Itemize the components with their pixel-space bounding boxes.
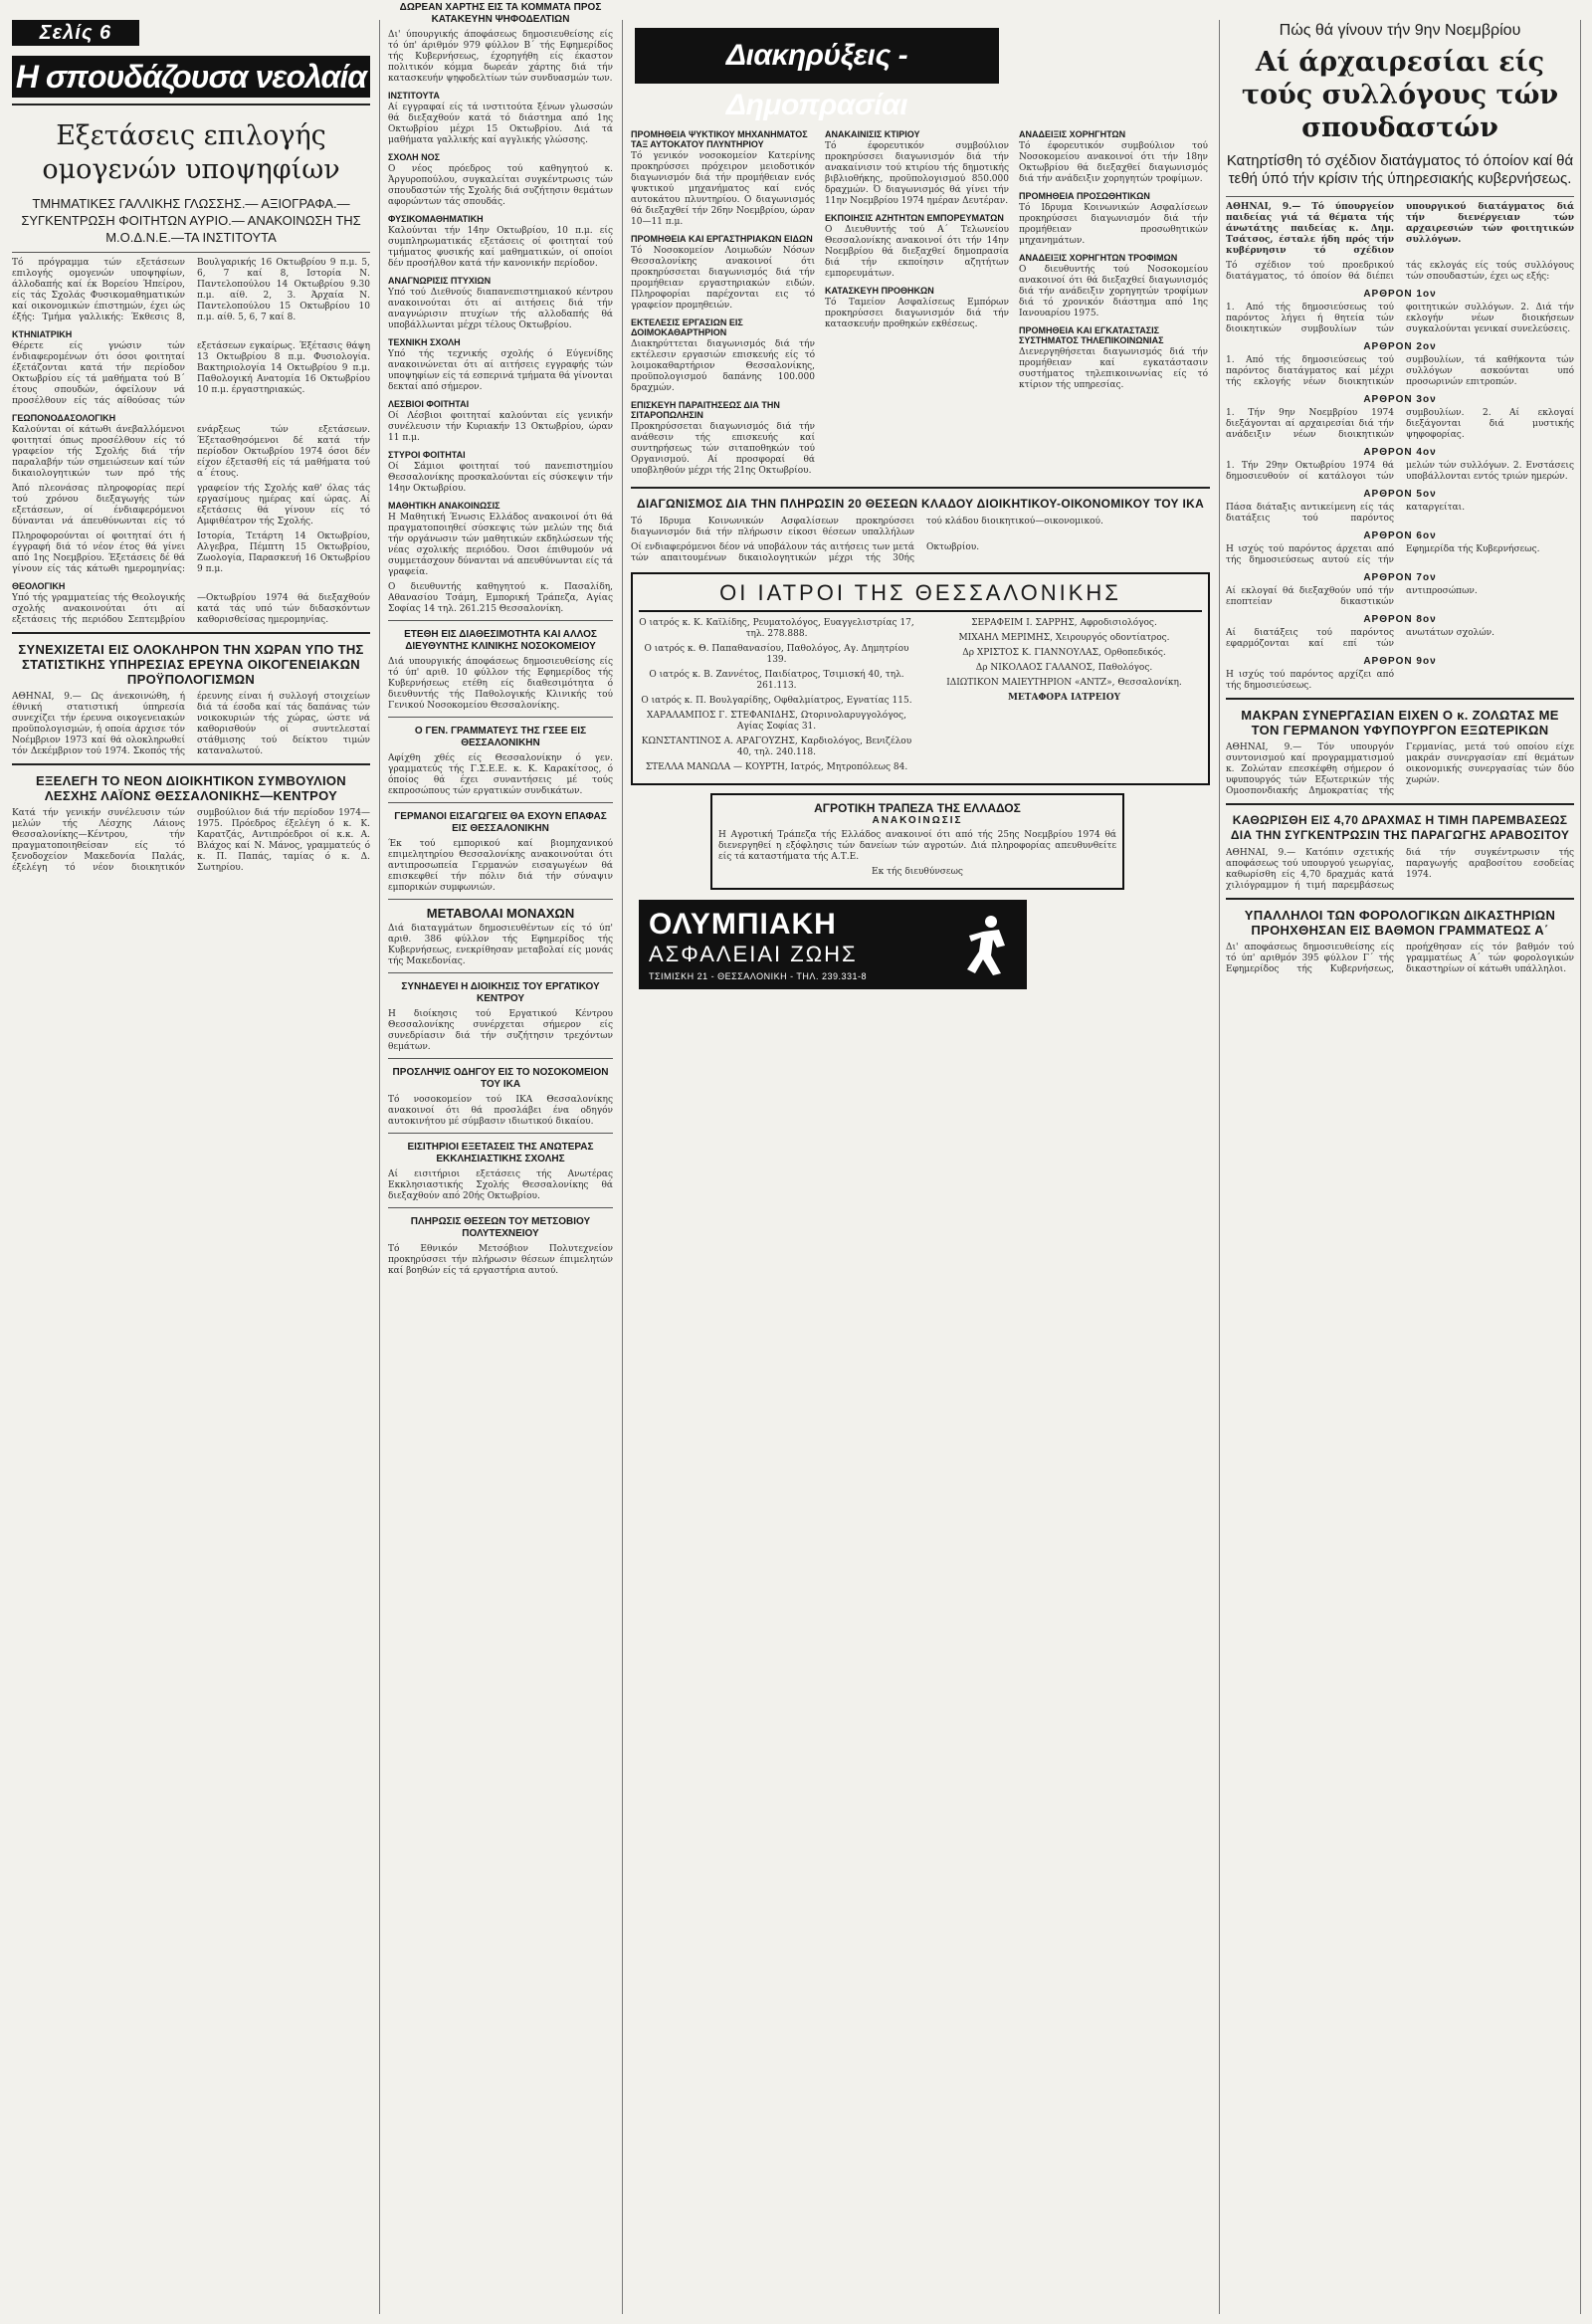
- article-body: Πληροφορούνται οί φοιτηταί ότι ή έγγραφή διά τό νέον έτος θά γίνει από 1ης Νοεμβρίου. Έξετάσεις δέ θά γίνουν είς τάς κάτωθι ημερομηνίας: Ιστορία, Τετάρτη 14 Οκτωβρίου, Αλγεβρα, Πέμπτη 15 Οκτωβρίου, Ζωολογία, Παρασκευή 16 Οκτωβρίου 9 π.μ.: [12, 531, 370, 574]
- notice-heading: ΑΝΑΔΕΙΞΙΣ ΧΟΡΗΓΗΤΩΝ ΤΡΟΦΙΜΩΝ: [1019, 253, 1178, 263]
- article-section: ΑΡΘΡΟΝ 3ον: [1363, 394, 1437, 405]
- section-label: ΣΧΟΛΗ ΝΟΣ: [388, 152, 441, 162]
- section-banner: Η σπουδάζουσα νεολαία: [12, 56, 370, 98]
- column-auctions: [631, 0, 1210, 2324]
- ad-subtitle: ΑΣΦΑΛΕΙΑΙ ΖΩΗΣ: [649, 942, 858, 966]
- ad-address: ΤΣΙΜΙΣΚΗ 21 - ΘΕΣΣΑΛΟΝΙΚΗ - ΤΗΛ. 239.331-8: [649, 971, 867, 981]
- article-body: Αί εισιτήριοι εξετάσεις τής Ανωτέρας Εκκλησιαστικής Σχολής Θεσσαλονίκης θά διεξαχθούν από 20ής Οκτωβρίου.: [388, 1169, 613, 1201]
- article-body: Έκ τού εμπορικού καί βιομηχανικού επιμελητηρίου Θεσσαλονίκης ανακοινούται ότι αντιπροσωπεία Γερμανών εισαγωγέων θά επισκεφθεί τήν πόλιν διά τήν σύναψιν εμπορικών συμφωνιών.: [388, 839, 613, 893]
- article-section: ΑΡΘΡΟΝ 7ον: [1363, 572, 1437, 583]
- insurance-ad: [639, 900, 1027, 989]
- article-body: Τό νοσοκομείον τού ΙΚΑ Θεσσαλονίκης ανακοινοί ότι θά προσλάβει ένα οδηγόν αυτοκινήτου μέ σύμβασιν ιδιωτικού δικαίου.: [388, 1095, 613, 1127]
- section-label: ΚΤΗΝΙΑΤΡΙΚΗ: [12, 329, 73, 339]
- article-body: Οί Λέσβιοι φοιτηταί καλούνται είς γενικήν συνέλευσιν τήν Κυριακήν 13 Οκτωβρίου, ώραν 11 π.μ.: [388, 411, 613, 443]
- doctor-listing: ΜΙΧΑΗΛ ΜΕΡΙΜΗΣ, Χειρουργός οδοντίατρος.: [958, 633, 1170, 643]
- column-rule: [1580, 20, 1581, 2314]
- page-logo: Σελίς 6: [12, 20, 139, 46]
- article-body: Οί ενδιαφερόμενοι δέον νά υποβάλουν τάς αιτήσεις των μετά τών απαιτουμένων δικαιολογητικών μέχρι τής 30ής Οκτωβρίου.: [631, 542, 980, 563]
- article-body: Ο διευθυντής καθηγητού κ. Πασαλίδη, Αθανασίου Τσάμη, Εμπορική Τράπεζα, Αγίας Σοφίας 14 τηλ. 261.215 Θεσσαλονίκη.: [388, 582, 613, 614]
- divider: [12, 763, 370, 765]
- article-headline: ΚΑΘΩΡΙΣΘΗ ΕΙΣ 4,70 ΔΡΑΧΜΑΣ Η ΤΙΜΗ ΠΑΡΕΜΒΑΣΕΩΣ ΔΙΑ ΤΗΝ ΣΥΓΚΕΝΤΡΩΣΙΝ ΤΗΣ ΠΑΡΑΓΩΓΗΣ ΑΡΑΒΟΣΙΤΟΥ: [1230, 813, 1570, 842]
- divider: [12, 632, 370, 634]
- doctor-listing: ΣΤΕΛΛΑ ΜΑΝΩΛΑ — ΚΟΥΡΤΗ, Ιατρός, Μητροπόλεως 84.: [645, 762, 908, 772]
- notice-heading: ΠΡΟΜΗΘΕΙΑ ΚΑΙ ΕΓΚΑΤΑΣΤΑΣΙΣ ΣΥΣΤΗΜΑΤΟΣ ΤΗΛΕΠΙΚΟΙΝΩΝΙΑΣ: [1019, 325, 1164, 345]
- doctors-list-left: [639, 618, 914, 777]
- notice-body: Ο διευθυντής τού Νοσοκομείου ανακοινοί ότι θά διεξαχθεί διαγωνισμός διά τήν ανάδειξιν χορηγητών τροφίμων διά τό χρονικόν διάστημα από 1ης Ιανουαρίου 1975.: [1019, 265, 1208, 318]
- auction-col-c: [1019, 123, 1208, 481]
- article-section: ΑΡΘΡΟΝ 8ον: [1363, 614, 1437, 625]
- ad-title: ΟΛΥΜΠΙΑΚΗ: [649, 908, 837, 941]
- section-label: ΤΕΧΝΙΚΗ ΣΧΟΛΗ: [388, 337, 461, 347]
- divider: [12, 104, 370, 106]
- section-label: ΑΝΑΓΝΩΡΙΣΙΣ ΠΤΥΧΙΩΝ: [388, 276, 492, 286]
- article-body: 1. Τήν 9ην Νοεμβρίου 1974 διεξάγονται αί αρχαιρεσίαι διά τήν ανάδειξιν νέων διοικητικών συμβουλίων. 2. Αί εκλογαί διεξάγονται διά μυστικής ψηφοφορίας.: [1226, 408, 1574, 440]
- article-headline: ΥΠΑΛΛΗΛΟΙ ΤΩΝ ΦΟΡΟΛΟΓΙΚΩΝ ΔΙΚΑΣΤΗΡΙΩΝ ΠΡΟΗΧΘΗΣΑΝ ΕΙΣ ΒΑΘΜΟΝ ΓΡΑΜΜΑΤΕΩΣ Α΄: [1244, 908, 1556, 938]
- divider: [1226, 698, 1574, 700]
- article-headline: ΣΥΝΗΔΕΥΕΙ Η ΔΙΟΙΚΗΣΙΣ ΤΟΥ ΕΡΓΑΤΙΚΟΥ ΚΕΝΤΡΟΥ: [401, 981, 600, 1004]
- notice-heading: ΑΝΑΚΑΙΝΙΣΙΣ ΚΤΙΡΙΟΥ: [825, 129, 920, 139]
- article-headline: ΠΛΗΡΩΣΙΣ ΘΕΣΕΩΝ ΤΟΥ ΜΕΤΣΟΒΙΟΥ ΠΟΛΥΤΕΧΝΕΙΟΥ: [410, 1216, 591, 1239]
- auctions-banner: Διακηρύξεις - Δημοπρασίαι: [635, 28, 999, 84]
- doctor-listing: ΙΔΙΩΤΙΚΟΝ ΜΑΙΕΥΤΗΡΙΟΝ «ΑΝΤΖ», Θεσσαλονίκη.: [946, 678, 1182, 688]
- notice-body: Ο Διευθυντής τού Α΄ Τελωνείου Θεσσαλονίκης ανακοινοί ότι τήν 14ην Νοεμβρίου θά διεξαχθεί δημοπρασία διά τήν εκποίησιν αζητήτων εμπορευμάτων.: [825, 225, 1009, 279]
- notice-body: Προκηρύσσεται διαγωνισμός διά τήν ανάθεσιν τής επισκευής καί συντηρήσεως τών σιταποθηκών τού Οργανισμού. Αί προσφοραί θά υποβληθούν μέχρι τής 21ης Οκτωβρίου.: [631, 422, 815, 476]
- notice-body: Τό Ιδρυμα Κοινωνικών Ασφαλίσεων προκηρύσσει διαγωνισμόν διά τήν προμήθειαν προσωθητικών μηχανημάτων.: [1019, 203, 1208, 246]
- article-body: Αφίχθη χθές είς Θεσσαλονίκην ό γεν. γραμματεύς τής Γ.Σ.Ε.Ε. κ. Κ. Καρακίτσος, ό όποίος θά έχει συναντήσεις μέ τούς εκπροσώπους τών εργατικών συνδικάτων.: [388, 753, 613, 796]
- article-subhead: ΤΜΗΜΑΤΙΚΕΣ ΓΑΛΛΙΚΗΣ ΓΛΩΣΣΗΣ.— ΑΞΙΟΓΡΑΦΑ.— ΣΥΓΚΕΝΤΡΩΣΗ ΦΟΙΤΗΤΩΝ ΑΥΡΙΟ.— ΑΝΑΚΟΙΝΩΣΗ ΤΗΣ Μ.Ο.Δ.Ν.Ε.—ΤΑ ΙΝΣΤΙΤΟΥΤΑ: [21, 196, 361, 245]
- divider: [1226, 898, 1574, 900]
- article-headline: ΕΞΕΛΕΓΗ ΤΟ ΝΕΟΝ ΔΙΟΙΚΗΤΙΚΟΝ ΣΥΜΒΟΥΛΙΟΝ ΛΕΣΧΗΣ ΛΑΪΟΝΣ ΘΕΣΣΑΛΟΝΙΚΗΣ—ΚΕΝΤΡΟΥ: [35, 773, 346, 803]
- article-kicker: Πώς θά γίνουν τήν 9ην Νοεμβρίου: [1279, 22, 1521, 39]
- article-section: ΑΡΘΡΟΝ 4ον: [1363, 447, 1437, 458]
- article-section: ΑΡΘΡΟΝ 9ον: [1363, 656, 1437, 667]
- article-headline: ΕΤΕΘΗ ΕΙΣ ΔΙΑΘΕΣΙΜΟΤΗΤΑ ΚΑΙ ΑΛΛΟΣ ΔΙΕΥΘΥΝΤΗΣ ΚΛΙΝΙΚΗΣ ΝΟΣΟΚΟΜΕΙΟΥ: [404, 629, 597, 652]
- auction-col-b: [825, 123, 1009, 481]
- article-body: Τό πρόγραμμα τών εξετάσεων επιλογής ομογενών υποψηφίων, άλλοδαπής καί έκ Βορείου Ήπείρου, είς τάς Σχολάς Φυσικομαθηματικών καί οικονομικών έπιστημών, έχει ώς έξής: Τμήμα γαλλικής: Έκθεσις 8, Βουλγαρικής 16 Οκτωβρίου 9 π.μ. 5, 6, 7 καί 8, Ιστορία Ν. Παντελοπούλου 14 Οκτωβρίου 9.30 π.μ. αίθ. 2, 3. Άρχαία Ν. Παντελοπούλου 15 Οκτωβρίου 10 π.μ. αίθ. 5, 6, 7 καί 8.: [12, 258, 370, 322]
- article-body: Υπό τής τεχνικής σχολής ό Εύγενίδης ανακοινώνεται ότι αί αιτήσεις εγγραφής τών υποψηφίων είς τά εσπερινά τμήματα θά γίνονται δεκταί από σήμερον.: [388, 349, 613, 392]
- article-body: 1. Τήν 29ην Οκτωβρίου 1974 θά δημοσιευθούν οί κατάλογοι τών μελών τών συλλόγων. 2. Ενστάσεις υποβάλλονται εντός τριών ημερών.: [1226, 461, 1574, 482]
- article-headline: Αί άρχαιρεσίαι είς τούς συλλόγους τών σπουδαστών: [1241, 47, 1559, 143]
- notice-body: Τό Ταμείον Ασφαλίσεως Εμπόρων προκηρύσσει διαγωνισμόν διά τήν κατασκευήν προθηκών εκθέσεως.: [825, 298, 1009, 329]
- article-body: Τό Ιδρυμα Κοινωνικών Ασφαλίσεων προκηρύσσει διαγωνισμόν διά τήν πλήρωσιν είκοσι θέσεων υπαλλήλων τού κλάδου διοικητικού—οικονομικού.: [631, 517, 1103, 537]
- divider: [388, 717, 613, 718]
- divider: [388, 1058, 613, 1059]
- article-body: Υπό τής γραμματείας τής Θεολογικής σχολής ανακοινούται ότι αί εξετάσεις τής περιόδου Σεπτεμβρίου—Οκτωβρίου 1974 θά διεξαχθούν κατά τάς υπό τών διδασκόντων καθορισθείσας ημερομηνίας.: [12, 593, 370, 625]
- divider: [1226, 196, 1574, 197]
- article-body: 1. Από τής δημοσιεύσεως τού παρόντος διατάγματος καί μέχρι τής εκλογής νέων διοικητικών συμβουλίων, τά καθήκοντα τών συλλόγων ασκούνται υπό προσωρινών επιτροπών.: [1226, 355, 1574, 387]
- column-elections: [1226, 0, 1574, 2324]
- column-student-youth: [12, 0, 370, 2324]
- article-body: Τό σχέδιον τού προεδρικού διατάγματος, τό όποίον θά διέπει τάς εκλογάς είς τούς συλλόγους τών σπουδαστών, έχει ως εξής:: [1226, 261, 1574, 282]
- doctor-listing: ΣΕΡΑΦΕΙΜ Ι. ΣΑΡΡΗΣ, Αφροδισιολόγος.: [971, 618, 1157, 628]
- article-section: ΑΡΘΡΟΝ 5ον: [1363, 489, 1437, 500]
- article-section: ΑΡΘΡΟΝ 1ον: [1363, 289, 1437, 300]
- doctor-listing: Ο ιατρός κ. Β. Ζαννέτος, Παιδίατρος, Τσιμισκή 40, τηλ. 261.113.: [649, 670, 904, 691]
- article-body: Καλούνται τήν 14ην Οκτωβρίου, 10 π.μ. είς συμπληρωματικάς εξετάσεις οί φοιτηταί τού τμήματος φυσικής καί μαθηματικών, οί οποίοι δέν προσήλθον κατά τήν κανονικήν περίοδον.: [388, 226, 613, 269]
- notice-body: Διακηρύττεται διαγωνισμός διά τήν εκτέλεσιν εργασιών επισκευής είς τό λοιμοκαθαρτήριον Θεσσαλονίκης, προϋπολογισμού δαπάνης 100.000 δραχμών.: [631, 339, 815, 393]
- divider: [388, 1207, 613, 1208]
- section-label: ΛΕΣΒΙΟΙ ΦΟΙΤΗΤΑΙ: [388, 399, 470, 409]
- article-body: Αί διατάξεις τού παρόντος εφαρμόζονται καί επί τών ανωτάτων σχολών.: [1226, 628, 1494, 649]
- article-headline: ΔΙΑΓΩΝΙΣΜΟΣ ΔΙΑ ΤΗΝ ΠΛΗΡΩΣΙΝ 20 ΘΕΣΕΩΝ ΚΛΑΔΟΥ ΔΙΟΙΚΗΤΙΚΟΥ-ΟΙΚΟΝΟΜΙΚΟΥ ΤΟΥ ΙΚΑ: [636, 497, 1205, 511]
- notice-heading: ΕΚΠΟΙΗΣΙΣ ΑΖΗΤΗΤΩΝ ΕΜΠΟΡΕΥΜΑΤΩΝ: [825, 213, 1004, 223]
- section-label: ΓΕΩΠΟΝΟΔΑΣΟΛΟΓΙΚΗ: [12, 413, 116, 423]
- doctor-listing: ΚΩΝΣΤΑΝΤΙΝΟΣ Α. ΑΡΑΓΟΥΖΗΣ, Καρδιολόγος, Βενιζέλου 40, τηλ. 240.118.: [641, 737, 912, 757]
- article-body: Θέρετε είς γνώσιν τών ένδιαφερομένων ότι όσοι φοιτηταί έξετάζονται κατά τήν περίοδον Οκτωβρίου είς τά μαθήματα τού Β΄ έτους σπουδών, όφείλουν νά προσέλθουν είς τάς αίθούσας τών εξετάσεων εγκαίρως. Έξέτασις θάψη 13 Οκτωβρίου 8 π.μ. Φυσιολογία. Βακτηριολογία 14 Οκτωβρίου 9 π.μ. Παθολογική Ανατομία 16 Οκτωβρίου 10 π.μ. έργαστηριακώς.: [12, 341, 370, 406]
- auction-notices-grid: [631, 123, 1210, 481]
- article-body: Διά υπουργικής άποφάσεως δημοσιευθείσης είς τό ύπ' αριθ. 10 φύλλον τής Εφημερίδος τής Κυβερνήσεως ετέθη είς διαθεσιμότητα ό διευθυντής τής Παθολογικής Κλινικής τού Γενικού Νοσοκομείου Θεσσαλονίκης.: [388, 657, 613, 711]
- notice-body: Τό Νοσοκομείον Λοιμωδών Νόσων Θεσσαλονίκης ανακοινοί ότι προκηρύσσεται διαγωνισμός διά τήν προμήθειαν εργαστηριακών ειδών. Πληροφορίαι παρέχονται εις τό γραφείον προμηθειών.: [631, 246, 815, 311]
- bank-sign: Εκ τής διευθύνσεως: [872, 867, 963, 877]
- column-rule: [1219, 20, 1220, 2314]
- doctors-banner: ΟΙ ΙΑΤΡΟΙ ΤΗΣ ΘΕΣΣΑΛΟΝΙΚΗΣ: [639, 580, 1202, 612]
- doctor-listing: ΧΑΡΑΛΑΜΠΟΣ Γ. ΣΤΕΦΑΝΙΔΗΣ, Ωτορινολαρυγγολόγος, Αγίας Σοφίας 31.: [647, 711, 906, 732]
- divider: [388, 899, 613, 900]
- article-body: Η ισχύς τού παρόντος αρχίζει από τής δημοσιεύσεως.: [1226, 670, 1394, 691]
- article-body: Τό Εθνικόν Μετσόβιον Πολυτεχνείον προκηρύσσει τήν πλήρωσιν θέσεων έπιμελητών καί βοηθών είς τά εργαστήρια αυτού.: [388, 1244, 613, 1276]
- article-body: Δι' αποφάσεως δημοσιευθείσης είς τό ύπ' αριθμόν 395 φύλλον Γ΄ τής Εφημερίδος τής Κυβερνήσεως, προήχθησαν είς τόν βαθμόν τού γραμματέως Α΄ τών φορολογικών δικαστηρίων οί κάτωθι υπάλληλοι.: [1226, 943, 1574, 974]
- article-body: Καλούνται οί κάτωθι άνεβαλλόμενοι φοιτηταί όπως προσέλθουν είς τό γραφείον τής Σχολής διά τήν παραλαβήν τών σημειώσεων καί τών δικαιολογητικών των πρό τής ενάρξεως τών εξετάσεων. Έξετασθησόμενοι δέ κατά τήν περίοδον Οκτωβρίου 1974 όσοι δέν είχον έξετασθή είς τά μαθήματα τού α΄ έτους.: [12, 425, 370, 479]
- article-headline: ΜΑΚΡΑΝ ΣΥΝΕΡΓΑΣΙΑΝ ΕΙΧΕΝ Ο κ. ΖΟΛΩΤΑΣ ΜΕ ΤΟΝ ΓΕΡΜΑΝΟΝ ΥΦΥΠΟΥΡΓΟΝ ΕΞΩΤΕΡΙΚΩΝ: [1241, 708, 1559, 738]
- article-body: Η ισχύς τού παρόντος άρχεται από τής δημοσιεύσεως αυτού είς τήν Εφημερίδα τής Κυβερνήσεως.: [1226, 544, 1540, 565]
- doctor-listing: Ο ιατρός κ. Κ. Καϊλίδης, Ρευματολόγος, Ευαγγελιστρίας 17, τηλ. 278.888.: [639, 618, 914, 639]
- divider: [388, 802, 613, 803]
- notice-heading: ΠΡΟΜΗΘΕΙΑ ΨΥΚΤΙΚΟΥ ΜΗΧΑΝΗΜΑΤΟΣ ΤΑΞ ΑΥΤΟΚΑΤΟΥ ΠΛΥΝΤΗΡΙΟΥ: [631, 129, 808, 149]
- article-body: Δι' ύπουργικής άποφάσεως δημοσιευθείσης είς τό ύπ' άριθμόν 979 φύλλον Β΄ τής Εφημερίδος τής Κυβερνήσεως, έχορηγήθη είς έκαστον πολιτικόν κόμμα δωρεάν χάρτης διά τήν κατασκευήν ψηφοδελτίων τών συνδυασμών των.: [388, 30, 613, 84]
- article-body: ΑΘΗΝΑΙ, 9.— Τόν υπουργόν συντονισμού καί προγραμματισμού κ. Ζολώταν επεσκέφθη σήμερον ό υφυπουργός τών Εξωτερικών τής Ομοσπονδιακής Δημοκρατίας τής Γερμανίας, μετά τού οποίου είχε μακράν συνεργασίαν επί θεμάτων οικονομικής συνεργασίας τών δύο χωρών.: [1226, 742, 1574, 796]
- article-headline: Εξετάσεις επιλογής ομογενών υποψηφίων: [42, 120, 340, 185]
- divider: [388, 620, 613, 621]
- doctor-listing: Ο ιατρός κ. Θ. Παπαθανασίου, Παθολόγος, Αγ. Δημητρίου 139.: [644, 644, 909, 665]
- article-headline: ΣΥΝΕΧΙΖΕΤΑΙ ΕΙΣ ΟΛΟΚΛΗΡΟΝ ΤΗΝ ΧΩΡΑΝ ΥΠΟ ΤΗΣ ΣΤΑΤΙΣΤΙΚΗΣ ΥΠΗΡΕΣΙΑΣ ΕΡΕΥΝΑ ΟΙΚΟΓΕΝΕΙΑΚΩΝ ΠΡΟΫΠΟΛΟΓΙΣΜΩΝ: [18, 642, 364, 687]
- article-headline: ΠΡΟΣΛΗΨΙΣ ΟΔΗΓΟΥ ΕΙΣ ΤΟ ΝΟΣΟΚΟΜΕΙΟΝ ΤΟΥ ΙΚΑ: [392, 1067, 609, 1090]
- notice-heading: ΚΑΤΑΣΚΕΥΗ ΠΡΟΘΗΚΩΝ: [825, 286, 934, 296]
- section-label: ΙΝΣΤΙΤΟΥΤΑ: [388, 91, 440, 101]
- divider: [388, 1133, 613, 1134]
- doctors-box: [631, 572, 1210, 785]
- article-section: ΑΡΘΡΟΝ 6ον: [1363, 530, 1437, 541]
- column-news-briefs: [388, 0, 613, 2324]
- bank-body: Η Αγροτική Τράπεζα τής Ελλάδος ανακοινοί ότι από τής 25ης Νοεμβρίου 1974 θά διενεργηθεί η εξόφλησις τών δανείων τών αγροτών. Διά πληροφορίας απευθυνθείτε είς τά καταστήματα τής Α.Τ.Ε.: [718, 830, 1116, 862]
- article-body: ΑΘΗΝΑΙ, 9.— Ως άνεκοινώθη, ή έθνική στατιστική ύπηρεσία συνεχίζει τήν έρευνα οικογενειακών προϋπολογισμών, ή οποία άρχισε τόν Νοέμβριον 1973 καί θά ολοκληρωθεί τόν Δεκέμβριον τού 1974. Σκοπός τής έρευνης είναι ή συλλογή στοιχείων διά τά έσοδα καί τάς δαπάνας τών νοικοκυριών τής χώρας, ώστε νά καθορισθούν οί συντελεσταί στάθμισης τού δείκτου τιμών καταναλωτού.: [12, 692, 370, 756]
- article-body: Ο νέος πρόεδρος τού καθηγητού κ. Άργυροπούλου, συγκαλείται συγκέντρωσις τών σπουδαστών τής Σχολής διά συζήτησιν θεμάτων αφορώντων τάς σπουδάς.: [388, 164, 613, 207]
- notice-heading: ΑΝΑΔΕΙΞΙΣ ΧΟΡΗΓΗΤΩΝ: [1019, 129, 1126, 139]
- notice-heading: ΠΡΟΜΗΘΕΙΑ ΠΡΟΣΩΘΗΤΙΚΩΝ: [1019, 191, 1150, 201]
- notice-body: Τό έφορευτικόν συμβούλιον προκηρύσσει διαγωνισμόν διά τήν ανακαίνισιν τού κτιρίου τής δημοτικής βιβλιοθήκης, προϋπολογισμού 850.000 δραχμών. Ό διαγωνισμός θά γίνει τήν 11ην Νοεμβρίου 1974 ημέραν Δευτέραν.: [825, 141, 1009, 206]
- article-body: Η διοίκησις τού Εργατικού Κέντρου Θεσσαλονίκης συνέρχεται σήμερον είς συνεδρίασιν διά τήν συζήτησιν τρεχόντων θεμάτων.: [388, 1009, 613, 1052]
- divider: [12, 252, 370, 253]
- divider: [1226, 803, 1574, 805]
- article-body: Αί εκλογαί θά διεξαχθούν υπό τήν εποπτείαν δικαστικών αντιπροσώπων.: [1226, 586, 1478, 607]
- doctor-listing: Δρ ΧΡΙΣΤΟΣ Κ. ΓΙΑΝΝΟΥΛΑΣ, Ορθοπεδικός.: [962, 648, 1166, 658]
- auction-col-a: [631, 123, 815, 481]
- article-body: Άπό πλεονάσας πληροφορίας περί τού χρόνου διεξαγωγής τών εξετάσεων, οί ένδιαφερόμενοι δύνανται νά άπευθύνωνται είς τό γραφείον τής Σχολής καθ' όλας τάς εργασίμους ημέρας καί ώρας. Αί εξετάσεις θά γίνουν είς τό Αμφιθέατρον τής Σχολής.: [12, 484, 370, 527]
- article-body: Πάσα διάταξις αντικείμενη είς τάς διατάξεις τού παρόντος καταργείται.: [1226, 503, 1466, 524]
- article-headline: Ο ΓΕΝ. ΓΡΑΜΜΑΤΕΥΣ ΤΗΣ ΓΣΕΕ ΕΙΣ ΘΕΣΣΑΛΟΝΙΚΗΝ: [414, 726, 587, 748]
- notice-heading: ΕΠΙΣΚΕΥΗ ΠΑΡΑΙΤΗΣΕΩΣ ΔΙΑ ΤΗΝ ΣΙΤΑΡΟΠΩΛΗΣΙΝ: [631, 400, 780, 420]
- article-body: Κατά τήν γενικήν συνέλευσιν τών μελών τής Λέσχης Λάιονς Θεσσαλονίκης—Κέντρου, τήν πραγματοποιηθείσαν είς τό ξενοδοχείον Μακεδονία Παλάς, έξελέγη τό νέον διοικητικόν συμβούλιον διά τήν περίοδον 1974—1975. Πρόεδρος έξελέγη ό κ. Κ. Καρατζάς, Αντιπρόεδροι οί κ.κ. Α. Βλάχος καί Ν. Μάνος, γραμματεύς ό κ. Π. Παπάς, ταμίας ό κ. Δ. Σωτηρίου.: [12, 808, 370, 873]
- article-body: Αί εγγραφαί είς τά ινστιτούτα ξένων γλωσσών θά διεξαχθούν κατά τό διάστημα από 1ης Οκτωβρίου μέχρι 15 Οκτωβρίου. Διά τά μαθήματα γαλλικής καί αγγλικής γλώσσης.: [388, 103, 613, 145]
- column-rule: [622, 20, 623, 2314]
- notice-body: Διενεργηθήσεται διαγωνισμός διά τήν προμήθειαν καί εγκατάστασιν συστήματος τηλεπικοινωνίας είς τό κτίριον τής υπηρεσίας.: [1019, 347, 1208, 390]
- doctor-listing: Δρ ΝΙΚΟΛΑΟΣ ΓΑΛΑΝΟΣ, Παθολόγος.: [975, 663, 1153, 673]
- athlete-logo-icon: [961, 912, 1017, 977]
- doctor-listing: Ο ιατρός κ. Π. Βουλγαρίδης, Οφθαλμίατρος, Εγνατίας 115.: [641, 696, 912, 706]
- article-body: 1. Από τής δημοσιεύσεως τού παρόντος λήγει ή θητεία τών διοικητικών συμβουλίων τών φοιτητικών συλλόγων. 2. Διά τήν εκλογήν νέων διοικήσεων συγκαλούνται γενικαί συνελεύσεις.: [1226, 303, 1574, 334]
- notice-heading: ΠΡΟΜΗΘΕΙΑ ΚΑΙ ΕΡΓΑΣΤΗΡΙΑΚΩΝ ΕΙΔΩΝ: [631, 234, 813, 244]
- section-label: ΘΕΟΛΟΓΙΚΗ: [12, 581, 66, 591]
- bank-subtitle: ΑΝΑΚΟΙΝΩΣΙΣ: [872, 815, 963, 826]
- divider: [631, 487, 1210, 489]
- section-label: ΜΑΘΗΤΙΚΗ ΑΝΑΚΟΙΝΩΣΙΣ: [388, 501, 500, 511]
- doctors-listing: [639, 618, 1202, 777]
- article-body: ΑΘΗΝΑΙ, 9.— Κατόπιν σχετικής αποφάσεως τού υπουργού γεωργίας, καθωρίσθη είς 4,70 δραχμάς κατά χιλιόγραμμον ή τιμή παρεμβάσεως διά τήν συγκέντρωσιν τής παραγωγής αραβοσίτου εσοδείας 1974.: [1226, 848, 1574, 891]
- doctors-list-right: [926, 618, 1202, 777]
- article-section: ΑΡΘΡΟΝ 2ον: [1363, 341, 1437, 352]
- section-label: ΦΥΣΙΚΟΜΑΘΗΜΑΤΙΚΗ: [388, 214, 484, 224]
- article-body: Υπό τού Διεθνούς διαπανεπιστημιακού κέντρου ανακοινούται ότι αί αιτήσεις διά τήν αναγνώρισιν πτυχίων τής αλλοδαπής θά υποβάλλωνται μέχρι τέλους Οκτωβρίου.: [388, 288, 613, 330]
- notice-heading: ΕΚΤΕΛΕΣΙΣ ΕΡΓΑΣΙΩΝ ΕΙΣ ΔΟΙΜΟΚΑΘΑΡΤΗΡΙΟΝ: [631, 317, 743, 337]
- column-rule: [379, 20, 380, 2314]
- article-intro: ΑΘΗΝΑΙ, 9.— Τό ύπουργείον παιδείας γιά τά θέματα τής άνωτάτης παιδείας κ. Δημ. Τσάτσος, έσταλε ήδη πρός τήν κυβέρνησιν τό σχέδιον υπουργικού διατάγματος διά τήν διενέργειαν τών αρχαιρεσιών τών φοιτητικών συλλόγων.: [1226, 202, 1574, 256]
- article-headline: ΓΕΡΜΑΝΟΙ ΕΙΣΑΓΩΓΕΙΣ ΘΑ ΕΧΟΥΝ ΕΠΑΦΑΣ ΕΙΣ ΘΕΣΣΑΛΟΝΙΚΗΝ: [394, 811, 607, 834]
- doctor-listing: ΜΕΤΑΦΟΡΑ ΙΑΤΡΕΙΟΥ: [1007, 693, 1121, 703]
- article-body: Οί Σάμιοι φοιτηταί τού πανεπιστημίου Θεσσαλονίκης προσκαλούνται είς σύσκεψιν τήν 14ην Οκτωβρίου.: [388, 462, 613, 494]
- notice-body: Τό έφορευτικόν συμβούλιον τού Νοσοκομείου ανακοινοί ότι τήν 18ην Οκτωβρίου θά διεξαχθεί διαγωνισμός διά τήν ανάδειξιν χορηγητών τροφίμων.: [1019, 141, 1208, 184]
- article-body: Διά διαταγμάτων δημοσιευθέντων είς τό ύπ' αριθ. 386 φύλλον τής Εφημερίδος τής Κυβερνήσεως, ενεκρίθησαν μεταβολαί είς μονάς τής Μακεδονίας.: [388, 924, 613, 966]
- bank-title: ΑΓΡΟΤΙΚΗ ΤΡΑΠΕΖΑ ΤΗΣ ΕΛΛΑΔΟΣ: [814, 801, 1021, 815]
- notice-body: Τό γενικόν νοσοκομείον Κατερίνης προκηρύσσει πρόχειρον μειοδοτικόν διαγωνισμόν διά τήν προμήθειαν ενός ψυκτικού μηχανήματος καί ενός αυτοκάτου πλυντηρίου. Ο διαγωνισμός θά διεξαχθεί τήν 26ην Νοεμβρίου, ώραν 10—11 π.μ.: [631, 151, 815, 227]
- article-subhead: Κατηρτίσθη τό σχέδιον διατάγματος τό όποίον καί θά τεθή ύπό τήν κρίσιν τής ύπηρεσιακής κυβερνήσεως.: [1226, 152, 1574, 187]
- section-label: ΣΤΥΡΟΙ ΦΟΙΤΗΤΑΙ: [388, 450, 466, 460]
- article-headline: ΕΙΣΙΤΗΡΙΟΙ ΕΞΕΤΑΣΕΙΣ ΤΗΣ ΑΝΩΤΕΡΑΣ ΕΚΚΛΗΣΙΑΣΤΙΚΗΣ ΣΧΟΛΗΣ: [407, 1142, 594, 1164]
- article-headline: ΔΩΡΕΑΝ ΧΑΡΤΗΣ ΕΙΣ ΤΑ ΚΟΜΜΑΤΑ ΠΡΟΣ ΚΑΤΑΚΕΥΗΝ ΨΗΦΟΔΕΛΤΙΩΝ: [399, 2, 602, 25]
- article-body: Η Μαθητική Ένωσις Ελλάδος ανακοινοί ότι θά πραγματοποιηθεί σύσκεψις τών μελών της διά τήν οργάνωσιν τών μαθητικών εκδηλώσεων τής νέας σχολικής περιόδου. Όσοι έπιθυμούν νά συμμετάσχουν δύνανται νά απευθύνωνται είς τά γραφεία.: [388, 513, 613, 577]
- divider: [388, 972, 613, 973]
- article-headline: ΜΕΤΑΒΟΛΑΙ ΜΟΝΑΧΩΝ: [426, 906, 575, 921]
- bank-notice-box: [710, 793, 1124, 890]
